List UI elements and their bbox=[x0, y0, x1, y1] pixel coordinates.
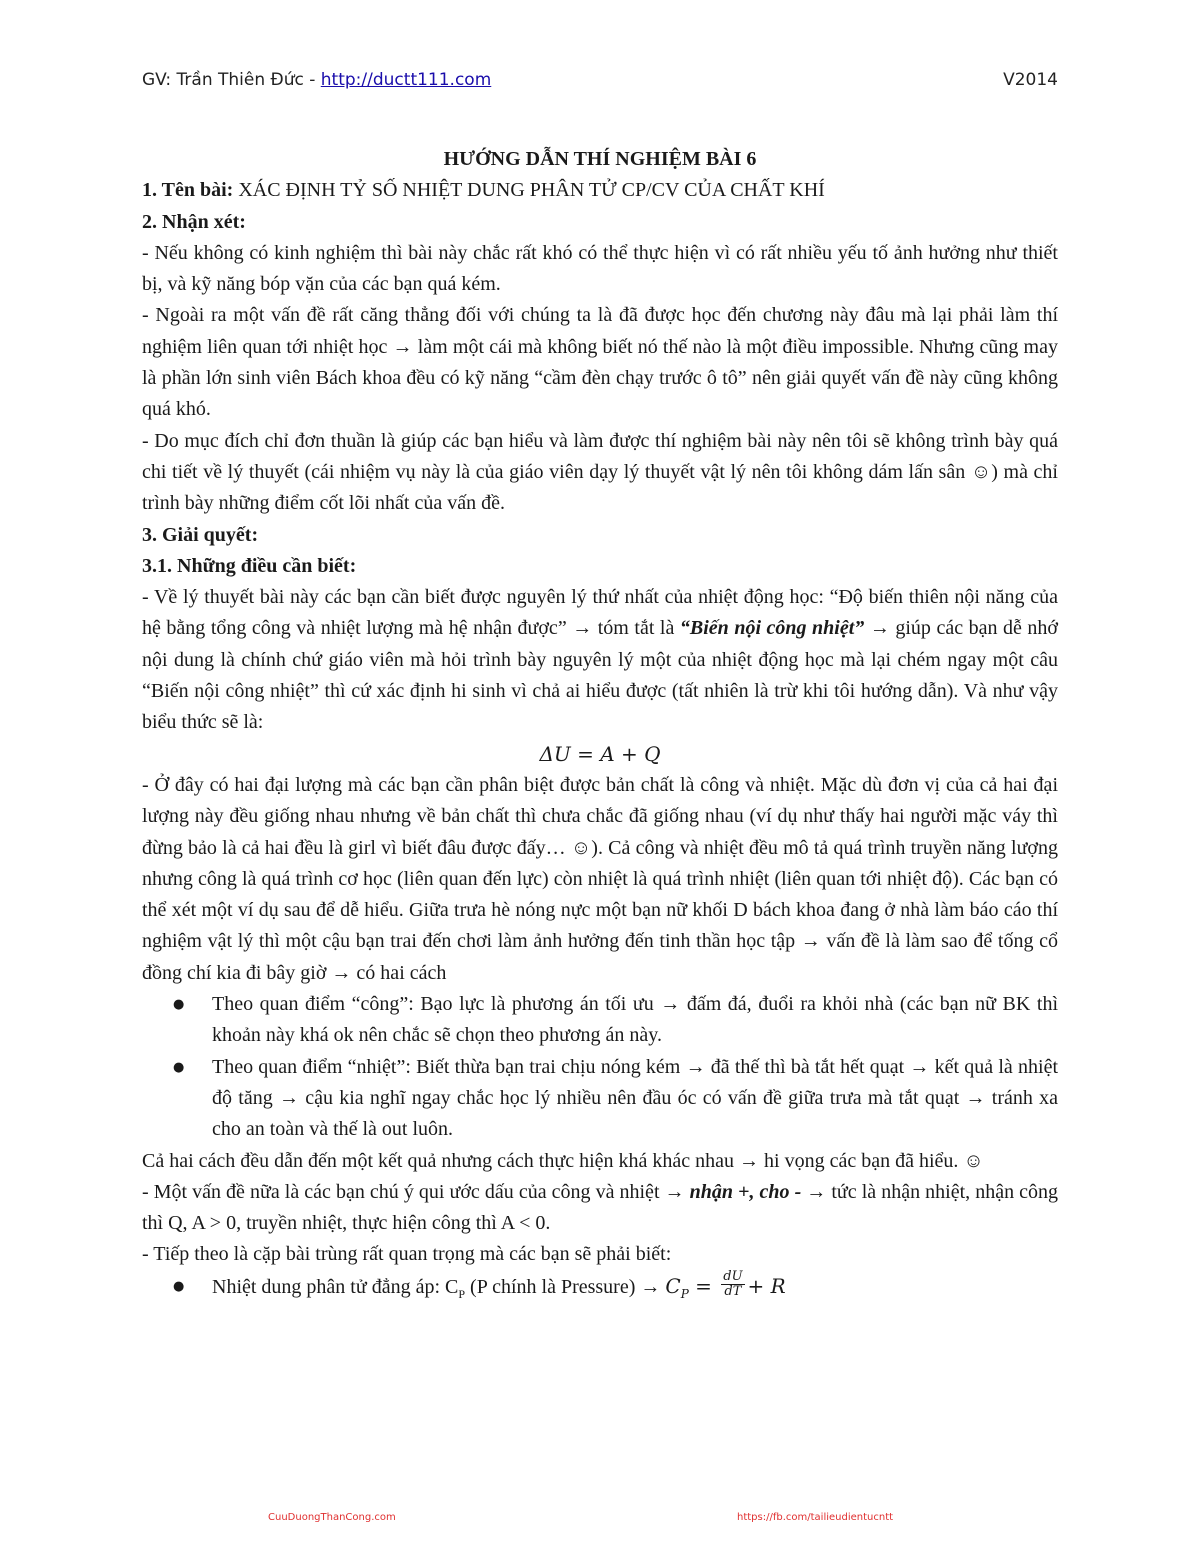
fraction-numerator: dU bbox=[723, 1268, 743, 1284]
arrow-symbol: → bbox=[864, 617, 896, 640]
footer-source-left: CuuDuongThanCong.com bbox=[268, 1512, 396, 1523]
section-heading-remarks: 2. Nhận xét: bbox=[142, 210, 246, 233]
bullet-list bbox=[142, 989, 1058, 1145]
page-header bbox=[142, 70, 1058, 98]
lab-name-text: XÁC ĐỊNH TỶ SỐ NHIỆT DUNG PHÂN TỬ CP/CV CỦA CHẤT KHÍ bbox=[233, 179, 825, 202]
paragraph: - Tiếp theo là cặp bài trùng rất quan trọng mà các bạn sẽ phải biết: bbox=[142, 1243, 672, 1266]
subscript: P bbox=[458, 1286, 466, 1301]
list-item: ● Theo quan điểm “công”: Bạo lực là phương án tối ưu → đấm đá, đuổi ra khỏi nhà (các bạn nữ BK thì khoản này khá ok nên chắc sẽ chọn theo phương án này. bbox=[212, 989, 1058, 1052]
paragraph-text: - Một vấn đề nữa là các bạn chú ý qui ước dấu của công và nhiệt → bbox=[142, 1180, 690, 1203]
lab-name-label: 1. Tên bài: bbox=[142, 179, 234, 202]
author-line bbox=[142, 70, 491, 90]
list-item bbox=[212, 1268, 1058, 1310]
paragraph: - Ở đây có hai đại lượng mà các bạn cần phân biệt được bản chất là công và nhiệt. Mặc dù đơn vị của cả hai đại lượng này đều giống nhau nhưng về bản chất thì chưa chắc đã giống nhau (ví dụ như thấy hai người mặc váy thì đừng bảo là cả hai đều là girl vì biết đâu được đấy… ☺). Cả công và nhiệt đều mô tả quá trình truyền năng lượng nhưng công là quá trình cơ học (liên quan đến lực) còn nhiệt là quá trình nhiệt (liên quan tới nhiệt độ). Các bạn có thể xét một ví dụ sau để dễ hiểu. Giữa trưa hè nóng nực một bạn nữ khối D bách khoa đang ở nhà làm báo cáo thí nghiệm vật lý thì một cậu bạn trai đến chơi làm ảnh hưởng đến tinh thần học tập → vấn đề là làm sao để tống cổ đồng chí kia đi bây giờ → có hai cách bbox=[142, 773, 1058, 984]
version-label: V2014 bbox=[1003, 70, 1058, 90]
list-item-text: Nhiệt dung phân tử đẳng áp: C bbox=[212, 1275, 459, 1298]
list-item-text: (P chính là Pressure) → bbox=[465, 1275, 666, 1298]
fraction-denominator: dT bbox=[724, 1283, 742, 1299]
document-body bbox=[142, 144, 1058, 1310]
emphasis-text: “Biến nội công nhiệt” bbox=[679, 617, 865, 640]
page-footer bbox=[0, 1512, 1200, 1532]
formula-rest: + R bbox=[747, 1273, 786, 1298]
paragraph: Cả hai cách đều dẫn đến một kết quả nhưng cách thực hiện khá khác nhau → hi vọng các bạn đã hiểu. ☺ bbox=[142, 1149, 984, 1172]
author-label: GV: Trần Thiên Đức - bbox=[142, 70, 321, 90]
formula bbox=[665, 1268, 786, 1301]
paragraph-text: → tức là nhận nhiệt, nhận công thì Q, A > 0, truyền nhiệt, thực hiện công thì A < 0. bbox=[142, 1180, 1059, 1235]
subsection-heading: 3.1. Những điều cần biết: bbox=[142, 554, 357, 577]
paragraph: - Do mục đích chỉ đơn thuần là giúp các bạn hiểu và làm được thí nghiệm bài này nên tôi sẽ không trình bày quá chi tiết về lý thuyết (cái nhiệm vụ này là của giáo viên dạy lý thuyết vật lý nên tôi không dám lấn sân ☺) mà chỉ trình bày những điểm cốt lõi nhất của vấn đề. bbox=[142, 429, 1058, 515]
paragraph: - Ngoài ra một vấn đề rất căng thẳng đối với chúng ta là đã được học đến chương này đâu mà lại phải làm thí nghiệm liên quan tới nhiệt học → làm một cái mà không biết nó thế nào là một điều impossible. Nhưng cũng may là phần lớn sinh viên Bách khoa đều có kỹ năng “cầm đèn chạy trước ô tô” nên giải quyết vấn đề này cũng không quá khó. bbox=[142, 304, 1058, 421]
paragraph bbox=[142, 582, 1058, 738]
paragraph-text: - Về lý thuyết bài này các bạn cần biết được nguyên lý thứ nhất của nhiệt động học: “Độ biến thiên nội năng của hệ bằng tổng công và nhiệt lượng mà hệ nhận được” → tóm tắt là bbox=[142, 586, 1058, 640]
footer-source-right: https://fb.com/tailieudientucntt bbox=[737, 1512, 894, 1523]
emphasis-text: nhận +, cho - bbox=[689, 1180, 802, 1203]
formula-symbol: C bbox=[665, 1273, 681, 1298]
bullet-list bbox=[142, 1268, 1058, 1310]
formula-equals: = bbox=[688, 1273, 719, 1298]
fraction bbox=[721, 1270, 744, 1299]
paragraph: - Nếu không có kinh nghiệm thì bài này chắc rất khó có thể thực hiện vì có rất nhiều yếu tố ảnh hưởng như thiết bị, và kỹ năng bóp vặn của các bạn quá kém. bbox=[142, 241, 1058, 296]
paragraph bbox=[142, 1177, 1058, 1240]
page-title: HƯỚNG DẪN THÍ NGHIỆM BÀI 6 bbox=[443, 148, 757, 170]
list-item: ● Theo quan điểm “nhiệt”: Biết thừa bạn trai chịu nóng kém → đã thế thì bà tắt hết quạt → kết quả là nhiệt độ tăng → cậu kia nghĩ ngay chắc học lý nhiều nên đầu óc có vấn đề giữa trưa mà tắt quạt → tránh xa cho an toàn và thế là out luôn. bbox=[212, 1052, 1058, 1146]
author-website-link[interactable]: http://ductt111.com bbox=[320, 70, 492, 90]
section-heading-solution: 3. Giải quyết: bbox=[142, 523, 259, 546]
equation: ΔU = A + Q bbox=[539, 741, 661, 766]
lab-name-line bbox=[142, 175, 1058, 206]
paragraph-text: giúp các bạn dễ nhớ nội dung là chính chứ giáo viên mà hỏi trình bày nguyên lý một của nhiệt động học mà lại chém ngay một câu “Biến nội công nhiệt” thì cứ xác định hi sinh vì chả ai hiểu được (tất nhiên là trừ khi tôi hướng dẫn). Và như vậy biểu thức sẽ là: bbox=[142, 617, 1058, 734]
formula-subscript: P bbox=[680, 1286, 689, 1301]
